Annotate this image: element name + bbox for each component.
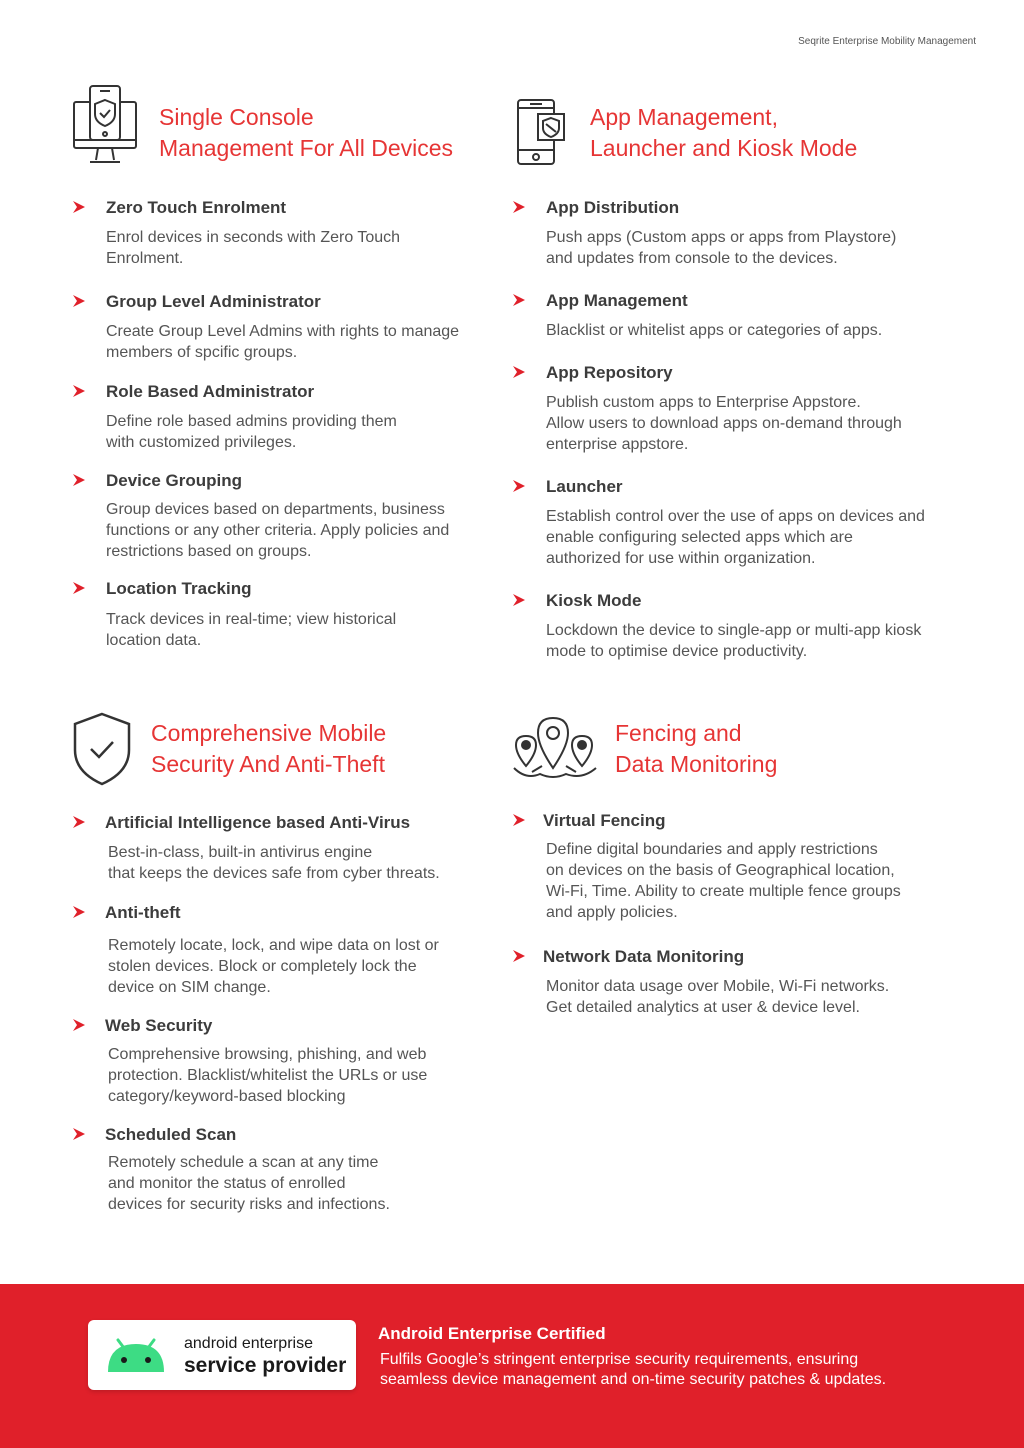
section-title: Comprehensive Mobile Security And Anti-Theft <box>151 720 387 777</box>
feature-description: Push apps (Custom apps or apps from Playstore) and updates from console to the devices. <box>546 229 897 267</box>
feature-title: Virtual Fencing <box>543 811 666 830</box>
chevron-right-icon <box>512 200 526 214</box>
chevron-right-icon <box>512 813 526 827</box>
footer-description: Fulfils Google’s stringent enterprise security requirements, ensuring seamless device management and on-time security patches & updates. <box>380 1351 887 1388</box>
feature-description: Define digital boundaries and apply restrictions on devices on the basis of Geographical location, Wi-Fi, Time. Ability to create multiple fence groups and apply policies. <box>546 841 901 921</box>
footer-banner <box>0 1284 1024 1448</box>
feature-title: Role Based Administrator <box>106 382 315 401</box>
chevron-right-icon <box>72 1127 86 1141</box>
running-header: Seqrite Enterprise Mobility Management <box>798 36 976 47</box>
chevron-right-icon <box>512 479 526 493</box>
section-fencing <box>512 700 972 1040</box>
monitor-phone-shield-icon <box>72 84 138 173</box>
feature-description: Remotely schedule a scan at any time and monitor the status of enrolled devices for security risks and infections. <box>108 1154 390 1213</box>
feature-title: Group Level Administrator <box>106 292 321 311</box>
feature-description: Enrol devices in seconds with Zero Touch Enrolment. <box>106 229 401 267</box>
feature-title: App Management <box>546 291 688 310</box>
feature-description: Group devices based on departments, business functions or any other criteria. Apply policies and restrictions based on groups. <box>106 501 450 560</box>
feature-description: Comprehensive browsing, phishing, and web protection. Blacklist/whitelist the URLs or use category/keyword-based blocking <box>108 1046 428 1105</box>
section-mobile-security <box>72 700 492 1220</box>
section-app-management <box>512 80 972 670</box>
feature-title: Launcher <box>546 477 623 496</box>
chevron-right-icon <box>72 581 86 595</box>
shield-check-icon <box>72 712 132 791</box>
feature-description: Blacklist or whitelist apps or categories of apps. <box>546 322 883 339</box>
feature-title: Zero Touch Enrolment <box>106 198 287 217</box>
chevron-right-icon <box>72 200 86 214</box>
android-enterprise-badge <box>88 1320 356 1390</box>
chevron-right-icon <box>72 294 86 308</box>
chevron-right-icon <box>72 1018 86 1032</box>
feature-title: App Distribution <box>546 198 680 217</box>
chevron-right-icon <box>72 384 86 398</box>
feature-description: Publish custom apps to Enterprise Appstore. Allow users to download apps on-demand through enterprise appstore. <box>546 394 902 453</box>
phone-app-icon <box>516 98 568 173</box>
chevron-right-icon <box>512 593 526 607</box>
feature-description: Remotely locate, lock, and wipe data on lost or stolen devices. Block or completely lock the device on SIM change. <box>108 937 439 996</box>
feature-description: Best-in-class, built-in antivirus engine that keeps the devices safe from cyber threats. <box>108 844 440 882</box>
feature-description: Establish control over the use of apps on devices and enable configuring selected apps which are authorized for use within organization. <box>546 508 925 567</box>
feature-title: Kiosk Mode <box>546 591 642 610</box>
badge-line-1: android enterprise <box>184 1335 313 1352</box>
feature-title: Network Data Monitoring <box>543 947 745 966</box>
chevron-right-icon <box>512 293 526 307</box>
chevron-right-icon <box>72 473 86 487</box>
feature-title: Anti-theft <box>105 903 181 922</box>
feature-description: Create Group Level Admins with rights to manage members of spcific groups. <box>106 323 460 361</box>
feature-title: Artificial Intelligence based Anti-Virus <box>105 813 411 832</box>
feature-title: Web Security <box>105 1016 213 1035</box>
feature-title: App Repository <box>546 363 673 382</box>
chevron-right-icon <box>512 365 526 379</box>
badge-line-2: service provider <box>184 1354 347 1377</box>
android-robot-icon <box>104 1336 168 1379</box>
chevron-right-icon <box>72 815 86 829</box>
feature-title: Location Tracking <box>106 579 252 598</box>
feature-title: Device Grouping <box>106 471 243 490</box>
section-single-console <box>72 80 492 670</box>
feature-description: Define role based admins providing them with customized privileges. <box>106 413 397 451</box>
section-title: Fencing and Data Monitoring <box>615 720 778 777</box>
feature-title: Scheduled Scan <box>105 1125 237 1144</box>
feature-description: Track devices in real-time; view historical location data. <box>106 611 397 649</box>
feature-description: Monitor data usage over Mobile, Wi-Fi networks. Get detailed analytics at user & device level. <box>546 978 890 1016</box>
footer-title: Android Enterprise Certified <box>378 1324 606 1343</box>
section-title: App Management, Launcher and Kiosk Mode <box>590 104 858 161</box>
section-title: Single Console Management For All Devices <box>159 104 454 161</box>
chevron-right-icon <box>72 905 86 919</box>
feature-description: Lockdown the device to single-app or multi-app kiosk mode to optimise device productivity. <box>546 622 922 660</box>
chevron-right-icon <box>512 949 526 963</box>
location-pins-icon <box>512 714 598 789</box>
